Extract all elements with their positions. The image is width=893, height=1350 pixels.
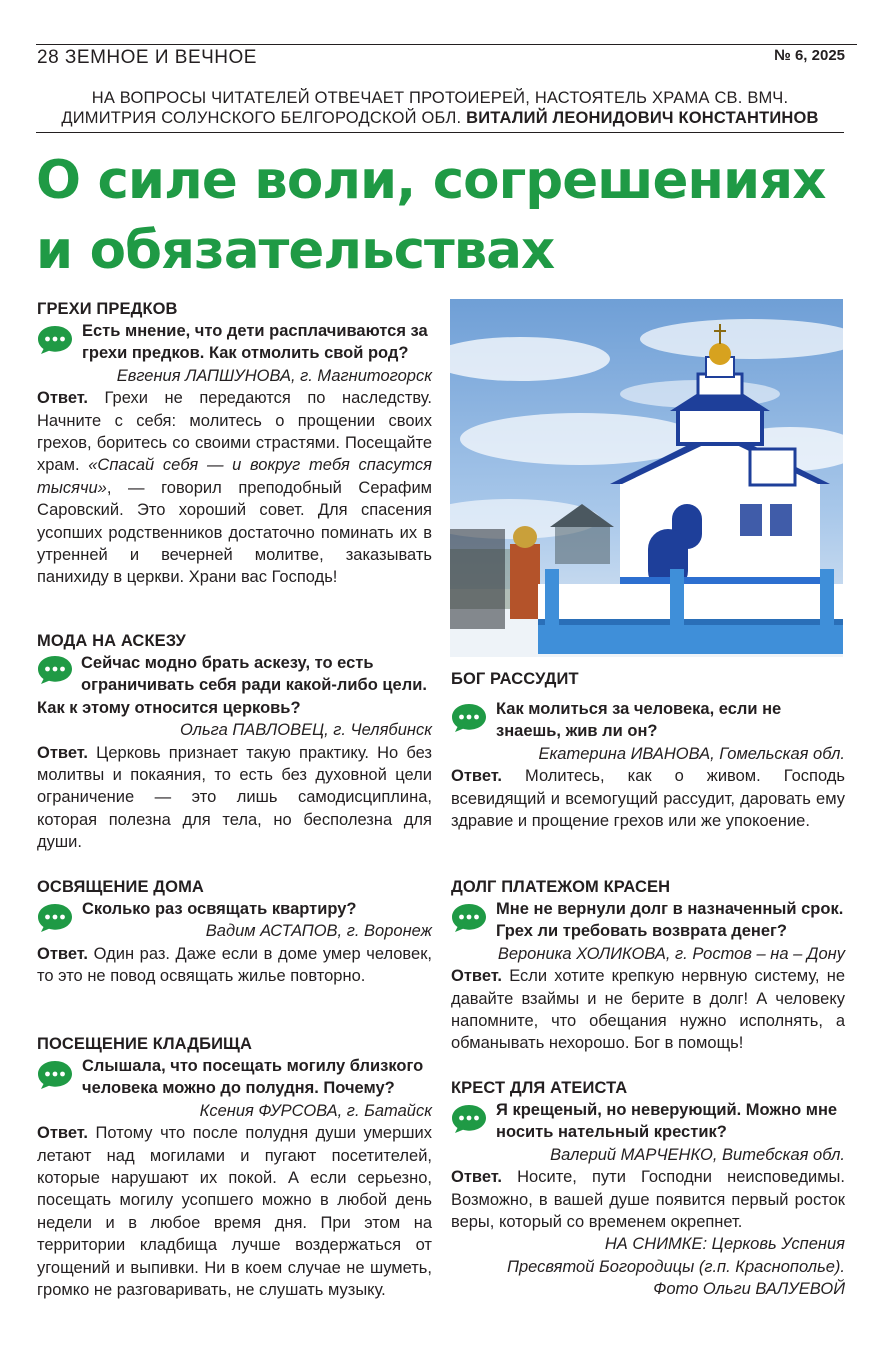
speech-bubble-icon — [451, 903, 487, 933]
headline-line-2: и обязательствах — [36, 220, 555, 281]
question-text: Мне не вернули долг в назначенный срок. Грех ли требовать возврата денег? — [496, 900, 844, 941]
question — [37, 320, 432, 365]
church-photo — [450, 299, 843, 657]
church-illustration — [450, 299, 843, 657]
answer-label: Ответ. — [451, 967, 503, 986]
question-text: Сейчас модно брать аскезу, то есть ограничивать себя ради какой-либо цели. Как к этому относится церковь? — [37, 654, 427, 717]
header-rule — [36, 44, 857, 45]
answer-text: Носите, пути Господни неисповедимы. Возможно, в вашей душе появится первый росток веры, который со временем окрепнет. — [451, 1168, 845, 1232]
answer — [37, 943, 432, 988]
speech-bubble-icon — [37, 325, 73, 355]
answer-text: Если хотите крепкую нервную систему, не давайте взаймы и не берите в долг! А человеку напомните, что обещания нужно исполнять, а обманывать нехорошо. Бог в помощь! — [451, 967, 845, 1053]
section-title: ОСВЯЩЕНИЕ ДОМА — [37, 878, 204, 896]
question-text: Есть мнение, что дети расплачиваются за грехи предков. Как отмолить свой род? — [82, 322, 428, 363]
answer-label: Ответ. — [37, 944, 89, 963]
answer-label: Ответ. — [37, 389, 89, 408]
qa-section — [451, 1077, 845, 1301]
question — [451, 898, 845, 943]
answer-text-cont: , — говорил преподобный Серафим Саровский. Это хороший совет. Для спасения усопших родственников достаточно поминать их в утренней и вечерней молитве, заказывать панихиду в церкви. Храни вас Господь! — [37, 478, 432, 587]
question — [451, 1099, 845, 1144]
photo-credit: Фото Ольги ВАЛУЕВОЙ — [653, 1280, 845, 1299]
speech-bubble-icon — [451, 703, 487, 733]
speech-bubble-icon — [37, 1060, 73, 1090]
answer — [37, 742, 432, 854]
intro-line-2 — [36, 108, 844, 128]
question-text: Сколько раз освящать квартиру? — [82, 900, 357, 918]
section-title: ПОСЕЩЕНИЕ КЛАДБИЩА — [37, 1035, 252, 1053]
speech-bubble-icon — [451, 1104, 487, 1134]
caption-line-1: НА СНИМКЕ: Церковь Успения — [604, 1235, 845, 1254]
reader-name: Екатерина ИВАНОВА, Гомельская обл. — [538, 744, 845, 763]
section-title: МОДА НА АСКЕЗУ — [37, 632, 186, 650]
speech-bubble-icon — [37, 655, 73, 685]
quote: «Спасай себя — и вокруг тебя спасутся тысячи» — [37, 456, 432, 497]
answer-text: Один раз. Даже если в доме умер человек, то это не повод освящать жилье повторно. — [37, 944, 432, 986]
headline-line-1: О силе воли, согрешениях — [36, 150, 826, 211]
intro-rule — [36, 132, 844, 133]
answer-label: Ответ. — [37, 743, 89, 762]
question — [37, 898, 432, 920]
answer-text: Потому что после полудня души умерших летают над могилами и пугают посетителей, которые нарушают их покой. А если серьезно, посещать могилу усопшего можно в любой день недели и в любое время дня. При этом на территории кладбища лучше воздержаться от угощений и выпивки. Ни в коем случае не шуметь, громко не разговаривать, не слушать музыку. — [37, 1124, 432, 1300]
intro-line-2-prefix: ДИМИТРИЯ СОЛУНСКОГО БЕЛГОРОДСКОЙ ОБЛ. — [61, 109, 462, 127]
section-title: КРЕСТ ДЛЯ АТЕИСТА — [451, 1079, 628, 1097]
caption-line-2: Пресвятой Богородицы (г.п. Краснополье). — [507, 1257, 845, 1276]
intro-byline — [36, 88, 844, 128]
reader-name: Вадим АСТАПОВ, г. Воронеж — [205, 922, 432, 941]
reader-name: Вероника ХОЛИКОВА, г. Ростов – на – Дону — [497, 944, 845, 963]
section-title: ДОЛГ ПЛАТЕЖОМ КРАСЕН — [451, 878, 671, 896]
question-text: Как молиться за человека, если не знаешь, жив ли он? — [496, 700, 782, 741]
speech-bubble-icon — [37, 903, 73, 933]
answer — [451, 965, 845, 1055]
page-number: 28 — [37, 47, 60, 68]
question — [37, 652, 432, 719]
answer-label: Ответ. — [37, 1124, 89, 1143]
reader-name: Ольга ПАВЛОВЕЦ, г. Челябинск — [179, 721, 432, 740]
answer — [37, 1122, 432, 1301]
question-text: Я крещеный, но неверующий. Можно мне носить нательный крестик? — [496, 1101, 838, 1142]
answer-text: Церковь признает такую практику. Но без молитвы и покаяния, то есть без духовной цели ограничение — это лишь самодисциплина, которая полезна для тела, но бесполезна для души. — [37, 743, 432, 852]
section-name: ЗЕМНОЕ И ВЕЧНОЕ — [64, 47, 257, 68]
question-text: Слышала, что посещать могилу близкого человека можно до полудня. Почему? — [82, 1057, 424, 1098]
qa-section — [37, 630, 432, 854]
qa-section — [37, 876, 432, 988]
qa-section — [37, 1033, 432, 1301]
answer-label: Ответ. — [451, 767, 503, 786]
question — [37, 1055, 432, 1100]
reader-name: Валерий МАРЧЕНКО, Витебская обл. — [550, 1145, 845, 1164]
section-title: БОГ РАССУДИТ — [451, 670, 579, 688]
answer — [451, 1166, 845, 1233]
reader-name: Ксения ФУРСОВА, г. Батайск — [199, 1101, 432, 1120]
issue-number: № 6, 2025 — [774, 47, 845, 64]
answer-text: Грехи не передаются по наследству. Начните с себя: молитесь о прощении своих грехов, боритесь со своими страстями. Посещайте храм. — [37, 389, 432, 475]
answer — [451, 765, 845, 832]
qa-section — [451, 876, 845, 1055]
intro-line-1: НА ВОПРОСЫ ЧИТАТЕЛЕЙ ОТВЕЧАЕТ ПРОТОИЕРЕЙ, НАСТОЯТЕЛЬ ХРАМА СВ. ВМЧ. — [91, 89, 789, 107]
answer-text: Молитесь, как о живом. Господь всевидящий и всемогущий рассудит, даровать ему здравие и прощение грехов или же упокоение. — [451, 767, 845, 831]
qa-section — [37, 298, 432, 589]
question — [451, 698, 845, 743]
article-headline — [36, 146, 866, 286]
answer-label: Ответ. — [451, 1168, 503, 1187]
page-header — [37, 47, 257, 69]
reader-name: Евгения ЛАПШУНОВА, г. Магнитогорск — [116, 366, 432, 385]
answer — [37, 387, 432, 589]
section-title: ГРЕХИ ПРЕДКОВ — [37, 300, 178, 318]
photo-caption — [451, 1233, 845, 1300]
author-name: ВИТАЛИЙ ЛЕОНИДОВИЧ КОНСТАНТИНОВ — [466, 109, 819, 127]
qa-section — [451, 668, 845, 832]
